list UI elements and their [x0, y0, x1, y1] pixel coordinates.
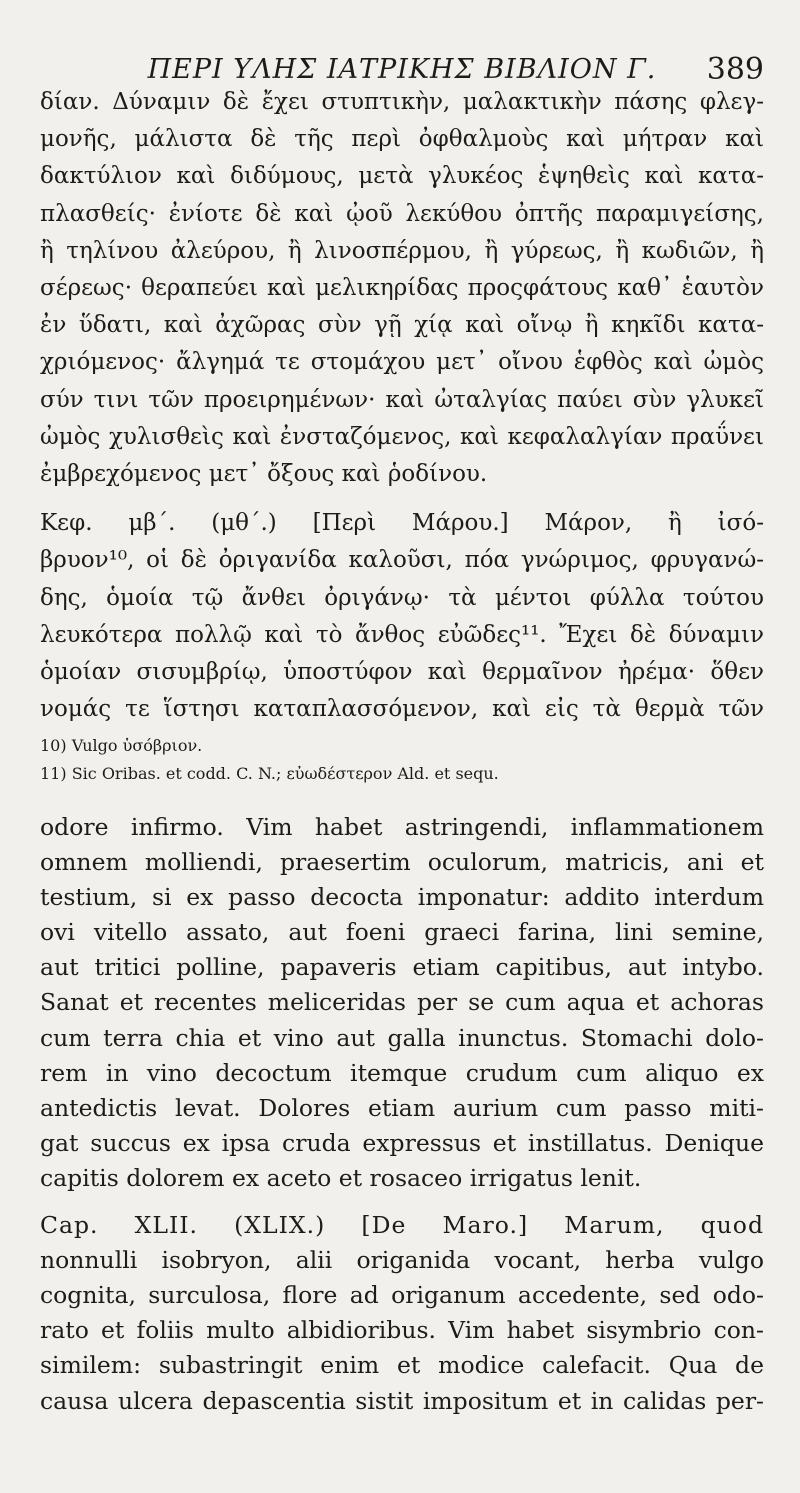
latin-line: similem: subastringit enim et modice calefacit. Qua de	[40, 1351, 764, 1380]
page-number: 389	[706, 52, 764, 87]
greek-line: μονῆς, μάλιστα δὲ τῆς περὶ ὀφθαλμοὺς καὶ μήτραν καὶ	[40, 126, 764, 153]
greek-line: δακτύλιον καὶ διδύμους, μετὰ γλυκέος ἑψηθεὶς καὶ κατα-	[40, 163, 764, 190]
latin-line: causa ulcera depascentia sistit impositum et in calidas per-	[40, 1386, 764, 1415]
greek-line: χριόμενος· ἄλγημά τε στομάχου μετ᾽ οἴνου ἑφθὸς καὶ ὠμὸς	[40, 349, 764, 376]
footnotes	[40, 732, 764, 788]
latin-line: ovi vitello assato, aut foeni graeci farina, lini semine,	[40, 918, 764, 947]
latin-line: rem in vino decoctum itemque crudum cum aliquo ex	[40, 1058, 764, 1087]
greek-line: ὠμὸς χυλισθεὶς καὶ ἐνσταζόμενος, καὶ κεφαλαλγίαν πραΰνει	[40, 423, 764, 450]
greek-line: ἐμβρεχόμενος μετ᾽ ὄξους καὶ ῥοδίνου.	[40, 461, 488, 488]
latin-line: cum terra chia et vino aut galla inunctus. Stomachi dolo-	[40, 1023, 764, 1052]
greek-line: ἐν ὕδατι, καὶ ἀχῶρας σὺν γῇ χίᾳ καὶ οἴνῳ ἢ κηκῖδι κατα-	[40, 312, 764, 339]
greek-line: ὁμοίαν σισυμβρίῳ, ὑποστύφον καὶ θερμαῖνον ἠρέμα· ὅθεν	[40, 659, 764, 686]
latin-line: nonnulli isobryon, alii origanida vocant, herba vulgo	[40, 1246, 764, 1275]
latin-line: aut tritici polline, papaveris etiam capitibus, aut intybo.	[40, 953, 764, 982]
latin-line: testium, si ex passo decocta imponatur: addito interdum	[40, 883, 764, 912]
latin-line: Sanat et recentes meliceridas per se cum aqua et achoras	[40, 988, 764, 1017]
latin-line: cognita, surculosa, flore ad origanum accedente, sed odo-	[40, 1281, 764, 1310]
latin-chapter-heading: Cap. XLII. (XLIX.) [De Maro.] Marum, quod	[40, 1211, 764, 1240]
footnote: 11) Sic Oribas. et codd. C. N.; εὐωδέστερον Ald. et sequ.	[40, 764, 499, 783]
greek-line: πλασθείς· ἐνίοτε δὲ καὶ ᾠοῦ λεκύθου ὀπτῆς παραμιγείσης,	[40, 200, 764, 227]
running-title: ΠΕΡΙ ΥΛΗΣ ΙΑΤΡΙΚΗΣ ΒΙΒΛΙΟΝ Γ.	[147, 54, 657, 85]
greek-line: δίαν. Δύναμιν δὲ ἔχει στυπτικὴν, μαλακτικὴν πάσης φλεγ-	[40, 89, 764, 115]
latin-line: omnem molliendi, praesertim oculorum, matricis, ani et	[40, 848, 764, 877]
greek-line: ἢ τηλίνου ἀλεύρου, ἢ λινοσπέρμου, ἢ γύρεως, ἢ κωδιῶν, ἢ	[40, 237, 764, 264]
greek-line: σέρεως· θεραπεύει καὶ μελικηρίδας προςφάτους καθ᾽ ἑαυτὸν	[40, 275, 764, 302]
footnote: 10) Vulgo ὑσόβριον.	[40, 736, 203, 755]
latin-text-block	[40, 810, 764, 1419]
greek-line: βρυον¹⁰, οἱ δὲ ὀριγανίδα καλοῦσι, πόα γνώριμος, φρυγανώ-	[40, 547, 764, 574]
latin-line: capitis dolorem ex aceto et rosaceo irrigatus lenit.	[40, 1163, 642, 1192]
greek-line: σύν τινι τῶν προειρημένων· καὶ ὠταλγίας παύει σὺν γλυκεῖ	[40, 386, 764, 413]
latin-line: odore infirmo. Vim habet astringendi, inflammationem	[40, 813, 764, 841]
greek-line: νομάς τε ἵστησι καταπλασσόμενον, καὶ εἰς τὰ θερμὰ τῶν	[40, 696, 764, 723]
greek-text-block	[40, 84, 764, 728]
latin-line: rato et foliis multo albidioribus. Vim habet sisymbrio con-	[40, 1316, 764, 1345]
greek-line: δης, ὁμοία τῷ ἄνθει ὀριγάνῳ· τὰ μέντοι φύλλα τούτου	[40, 584, 764, 611]
greek-line: λευκότερα πολλῷ καὶ τὸ ἄνθος εὐῶδες¹¹. Ἔχει δὲ δύναμιν	[40, 621, 764, 648]
greek-chapter-heading: Κεφ. μβ΄. (μθ΄.) [Περὶ Μάρου.] Μάρον, ἢ ἰσό-	[40, 510, 764, 537]
latin-line: antedictis levat. Dolores etiam aurium cum passo miti-	[40, 1093, 764, 1122]
latin-line: gat succus ex ipsa cruda expressus et instillatus. Denique	[40, 1128, 764, 1157]
